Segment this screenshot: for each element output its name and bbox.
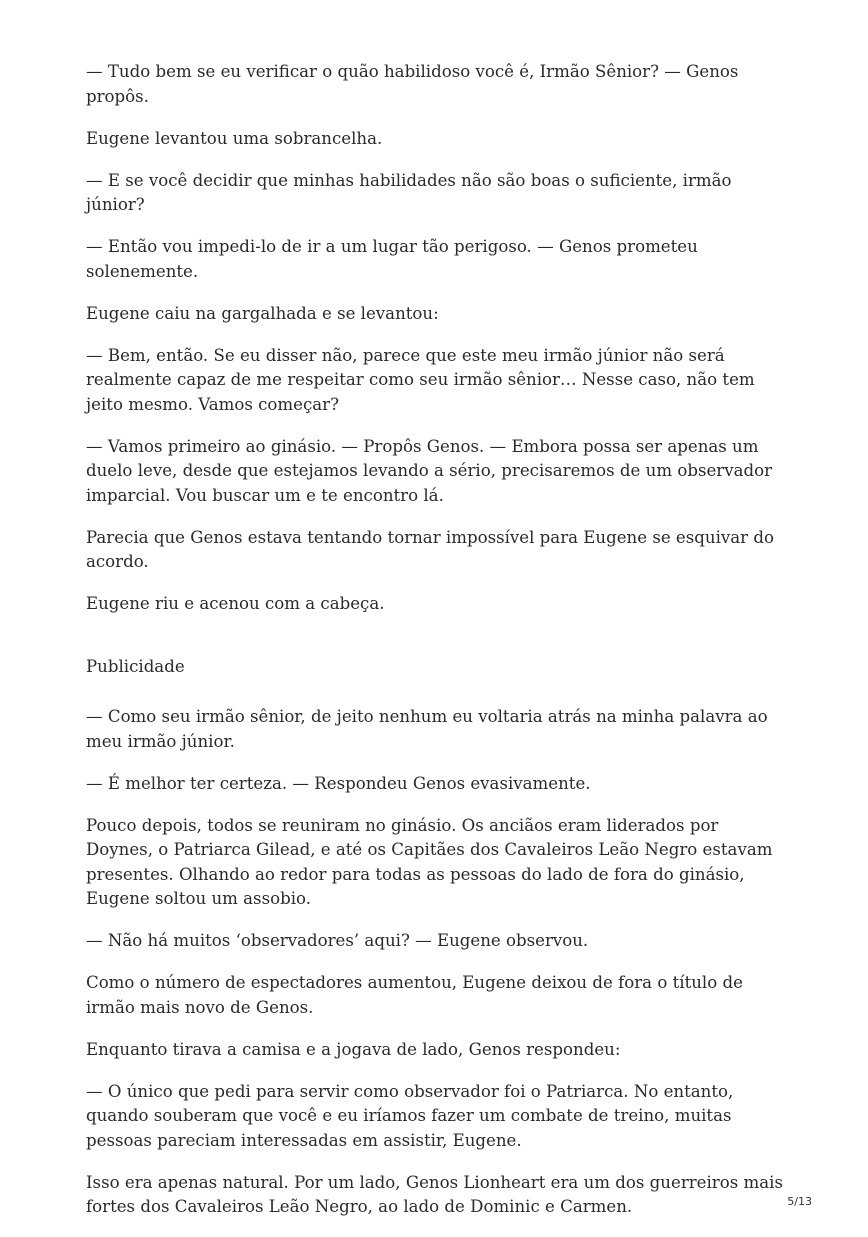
paragraph: Eugene caiu na gargalhada e se levantou: [86,303,439,323]
paragraph: — E se você decidir que minhas habilidades não são boas o suficiente, irmão júnior? [86,170,732,214]
paragraph: — Bem, então. Se eu disser não, parece que este meu irmão júnior não será realmente capaz de me respeitar como seu irmão sênior… Nesse caso, não tem jeito mesmo. Vamos começar? [86,345,755,414]
paragraph: — Então vou impedi-lo de ir a um lugar tão perigoso. — Genos prometeu solenemente. [86,237,698,281]
paragraph: Pouco depois, todos se reuniram no ginásio. Os anciãos eram liderados por Doynes, o Patriarca Gilead, e até os Capitães dos Cavaleiros Leão Negro estavam presentes. Olhando ao redor para todas as pessoas do lado de fora do ginásio, Eugene soltou um assobio. [86,815,773,908]
paragraph: — É melhor ter certeza. — Respondeu Genos evasivamente. [86,773,591,793]
paragraph: Parecia que Genos estava tentando tornar impossível para Eugene se esquivar do acordo. [86,527,774,571]
paragraph: Eugene levantou uma sobrancelha. [86,128,383,148]
paragraph: Isso era apenas natural. Por um lado, Genos Lionheart era um dos guerreiros mais fortes dos Cavaleiros Leão Negro, ao lado de Dominic e Carmen. [86,1172,783,1216]
paragraph: — O único que pedi para servir como observador foi o Patriarca. No entanto, quando souberam que você e eu iríamos fazer um combate de treino, muitas pessoas pareciam interessadas em assistir, Eugene. [86,1081,734,1150]
page-number: 5/13 [787,1195,812,1208]
paragraph: Enquanto tirava a camisa e a jogava de lado, Genos respondeu: [86,1039,621,1059]
paragraph: Como o número de espectadores aumentou, Eugene deixou de fora o título de irmão mais novo de Genos. [86,973,743,1017]
paragraph: — Tudo bem se eu verificar o quão habilidoso você é, Irmão Sênior? — Genos propôs. [86,62,739,106]
paragraph: Eugene riu e acenou com a cabeça. [86,594,385,613]
document-body [86,60,786,1237]
paragraph: — Não há muitos ‘observadores’ aqui? — Eugene observou. [86,931,589,950]
paragraph: — Como seu irmão sênior, de jeito nenhum eu voltaria atrás na minha palavra ao meu irmão júnior. [86,707,768,751]
paragraph: — Vamos primeiro ao ginásio. — Propôs Genos. — Embora possa ser apenas um duelo leve, desde que estejamos levando a sério, precisaremos de um observador imparcial. Vou buscar um e te encontro lá. [86,436,773,505]
advertisement-label: Publicidade [86,656,185,676]
